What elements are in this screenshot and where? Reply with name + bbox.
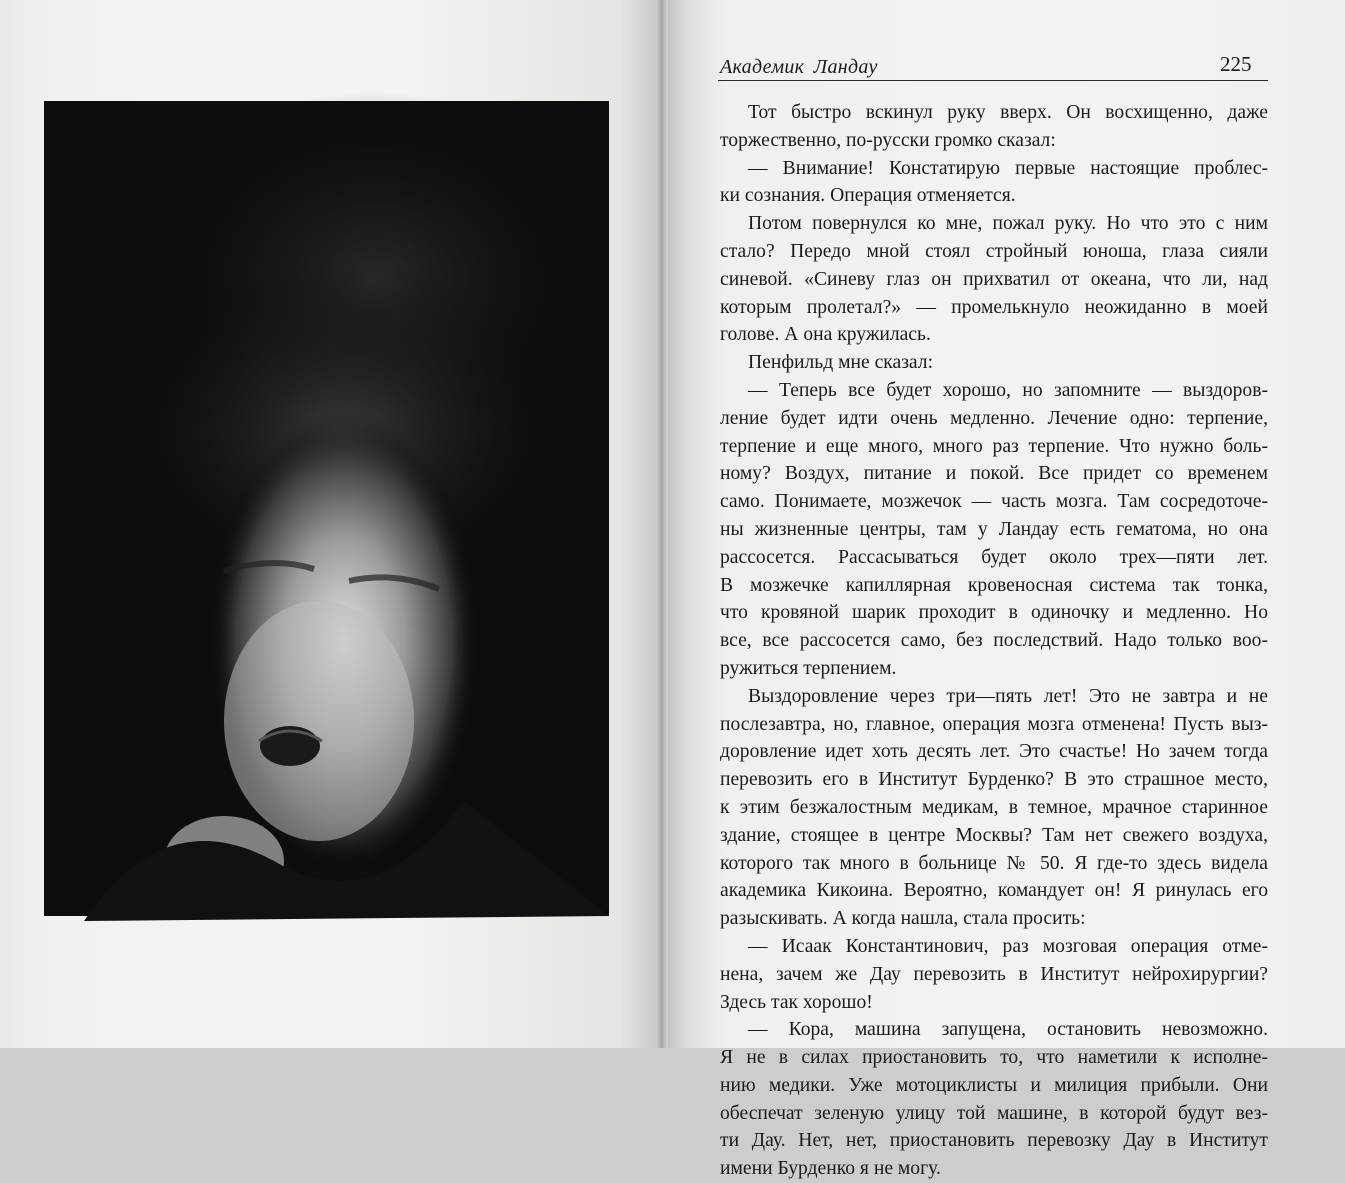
portrait-photo-drawing xyxy=(44,101,609,916)
text-line: Пенфильд мне сказал: xyxy=(748,352,934,374)
text-line: ление будет идти очень медленно. Лечение одно: терпение, xyxy=(720,407,1268,429)
text-line: обеспечат зеленую улицу той машине, в которой будут вез- xyxy=(720,1102,1268,1124)
text-line: ны жизненные центры, там у Ландау есть гематома, но она xyxy=(720,518,1268,540)
text-line: В мозжечке капиллярная кровеносная система так тонка, xyxy=(720,574,1268,596)
text-line: синевой. «Синеву глаз он прихватил от океана, что ли, над xyxy=(720,268,1268,290)
text-line: перевозить его в Институт Бурденко? В это страшное место, xyxy=(720,769,1268,791)
book-gutter xyxy=(656,0,668,1048)
text-line: послезавтра, но, главное, операция мозга отменена! Пусть выз- xyxy=(720,713,1268,735)
text-line: нию медики. Уже мотоциклисты и милиция прибыли. Они xyxy=(720,1074,1268,1096)
text-line: — Теперь все будет хорошо, но запомните — выздоров- xyxy=(748,379,1268,401)
text-line: академика Кикоина. Вероятно, командует он! Я ринулась его xyxy=(720,880,1268,902)
text-line: стало? Передо мной стоял стройный юноша, глаза сияли xyxy=(720,240,1268,262)
running-title: Академик Ландау xyxy=(720,56,878,78)
text-line: здание, стоящее в центре Москвы? Там нет свежего воздуха, xyxy=(720,824,1268,846)
body-text xyxy=(720,99,1268,1183)
text-line: ти Дау. Нет, нет, приостановить перевозку Дау в Институт xyxy=(720,1130,1268,1152)
text-line: голове. А она кружилась. xyxy=(720,324,931,346)
text-line: ки сознания. Операция отменяется. xyxy=(720,185,1016,207)
text-line: нена, зачем же Дау перевозить в Институт нейрохирургии? xyxy=(720,963,1268,985)
text-line: что кровяной шарик проходит в одиночку и медленно. Но xyxy=(720,602,1268,624)
left-page xyxy=(0,0,660,1048)
text-line: терпение и еще много, много раз терпение. Что нужно боль- xyxy=(720,435,1268,457)
text-line: Я не в силах приостановить то, что наметили к исполне- xyxy=(720,1047,1268,1069)
portrait-photo xyxy=(44,101,609,916)
text-line: торжественно, по-русски громко сказал: xyxy=(720,129,1056,151)
text-line: разыскивать. А когда нашла, стала просить: xyxy=(720,908,1086,930)
text-line: Здесь так хорошо! xyxy=(720,991,873,1013)
text-line: — Кора, машина запущена, остановить невозможно. xyxy=(748,1019,1268,1041)
page-number: 225 xyxy=(1220,52,1252,76)
text-line: ружиться терпением. xyxy=(720,657,897,679)
text-line: к этим безжалостным медикам, в темное, мрачное старинное xyxy=(720,796,1268,818)
text-line: Тот быстро вскинул руку вверх. Он восхищенно, даже xyxy=(748,102,1268,123)
text-line: само. Понимаете, мозжечок — часть мозга. Там сосредоточе- xyxy=(720,491,1268,513)
text-line: Выздоровление через три—пять лет! Это не завтра и не xyxy=(748,685,1268,707)
text-line: все, все рассосется само, без последствий. Надо только воо- xyxy=(720,630,1268,652)
text-line: которого так много в больнице № 50. Я где-то здесь видела xyxy=(720,852,1268,874)
text-line: Потом повернулся ко мне, пожал руку. Но что это с ним xyxy=(748,213,1268,235)
header-rule xyxy=(718,80,1268,81)
text-line: доровление идет хоть десять лет. Это счастье! Но зачем тогда xyxy=(720,741,1268,763)
text-line: рассосется. Рассасываться будет около трех—пяти лет. xyxy=(720,546,1268,568)
text-line: которым пролетал?» — промелькнуло неожиданно в моей xyxy=(720,296,1268,318)
text-line: имени Бурденко я не могу. xyxy=(720,1158,941,1180)
text-line: ному? Воздух, питание и покой. Все придет со временем xyxy=(720,463,1268,485)
text-line: — Внимание! Констатирую первые настоящие проблес- xyxy=(748,157,1268,179)
text-line: — Исаак Константинович, раз мозговая операция отме- xyxy=(748,935,1268,957)
